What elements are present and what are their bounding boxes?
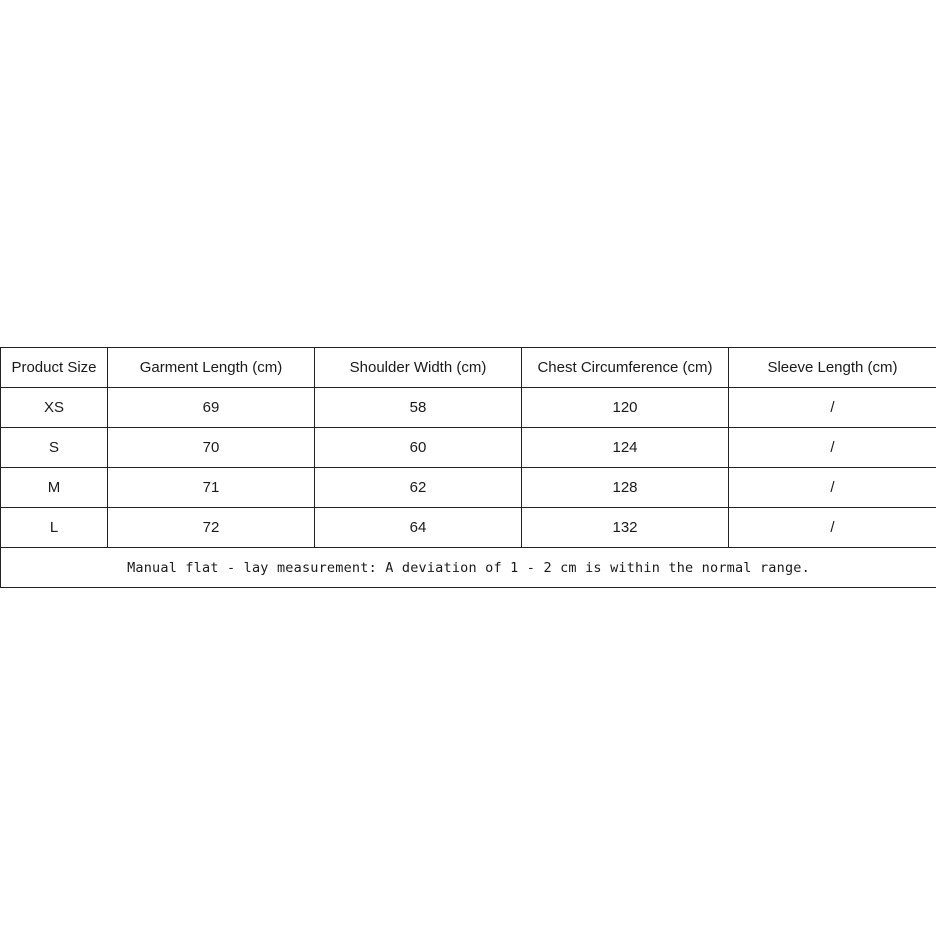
- cell-size: L: [1, 508, 108, 548]
- header-sleeve-length: Sleeve Length (cm): [729, 348, 936, 388]
- cell-shoulder-width: 60: [315, 428, 522, 468]
- cell-size: M: [1, 468, 108, 508]
- cell-sleeve-length: /: [729, 508, 936, 548]
- table-row: [1, 508, 936, 548]
- table-header-row: [1, 348, 936, 388]
- cell-garment-length: 69: [108, 388, 315, 428]
- cell-garment-length: 71: [108, 468, 315, 508]
- cell-shoulder-width: 64: [315, 508, 522, 548]
- cell-size: XS: [1, 388, 108, 428]
- header-shoulder-width: Shoulder Width (cm): [315, 348, 522, 388]
- cell-chest-circumference: 124: [522, 428, 729, 468]
- cell-garment-length: 70: [108, 428, 315, 468]
- header-chest-circumference: Chest Circumference (cm): [522, 348, 729, 388]
- header-garment-length: Garment Length (cm): [108, 348, 315, 388]
- header-product-size: Product Size: [1, 348, 108, 388]
- cell-sleeve-length: /: [729, 468, 936, 508]
- table-row: [1, 468, 936, 508]
- cell-size: S: [1, 428, 108, 468]
- table-row: [1, 388, 936, 428]
- cell-shoulder-width: 62: [315, 468, 522, 508]
- table-note-row: [1, 548, 936, 588]
- table-row: [1, 428, 936, 468]
- cell-sleeve-length: /: [729, 388, 936, 428]
- size-chart-table: [0, 347, 936, 588]
- cell-chest-circumference: 128: [522, 468, 729, 508]
- cell-chest-circumference: 120: [522, 388, 729, 428]
- cell-chest-circumference: 132: [522, 508, 729, 548]
- cell-shoulder-width: 58: [315, 388, 522, 428]
- cell-garment-length: 72: [108, 508, 315, 548]
- cell-sleeve-length: /: [729, 428, 936, 468]
- measurement-note: Manual flat - lay measurement: A deviation of 1 - 2 cm is within the normal range.: [1, 548, 936, 588]
